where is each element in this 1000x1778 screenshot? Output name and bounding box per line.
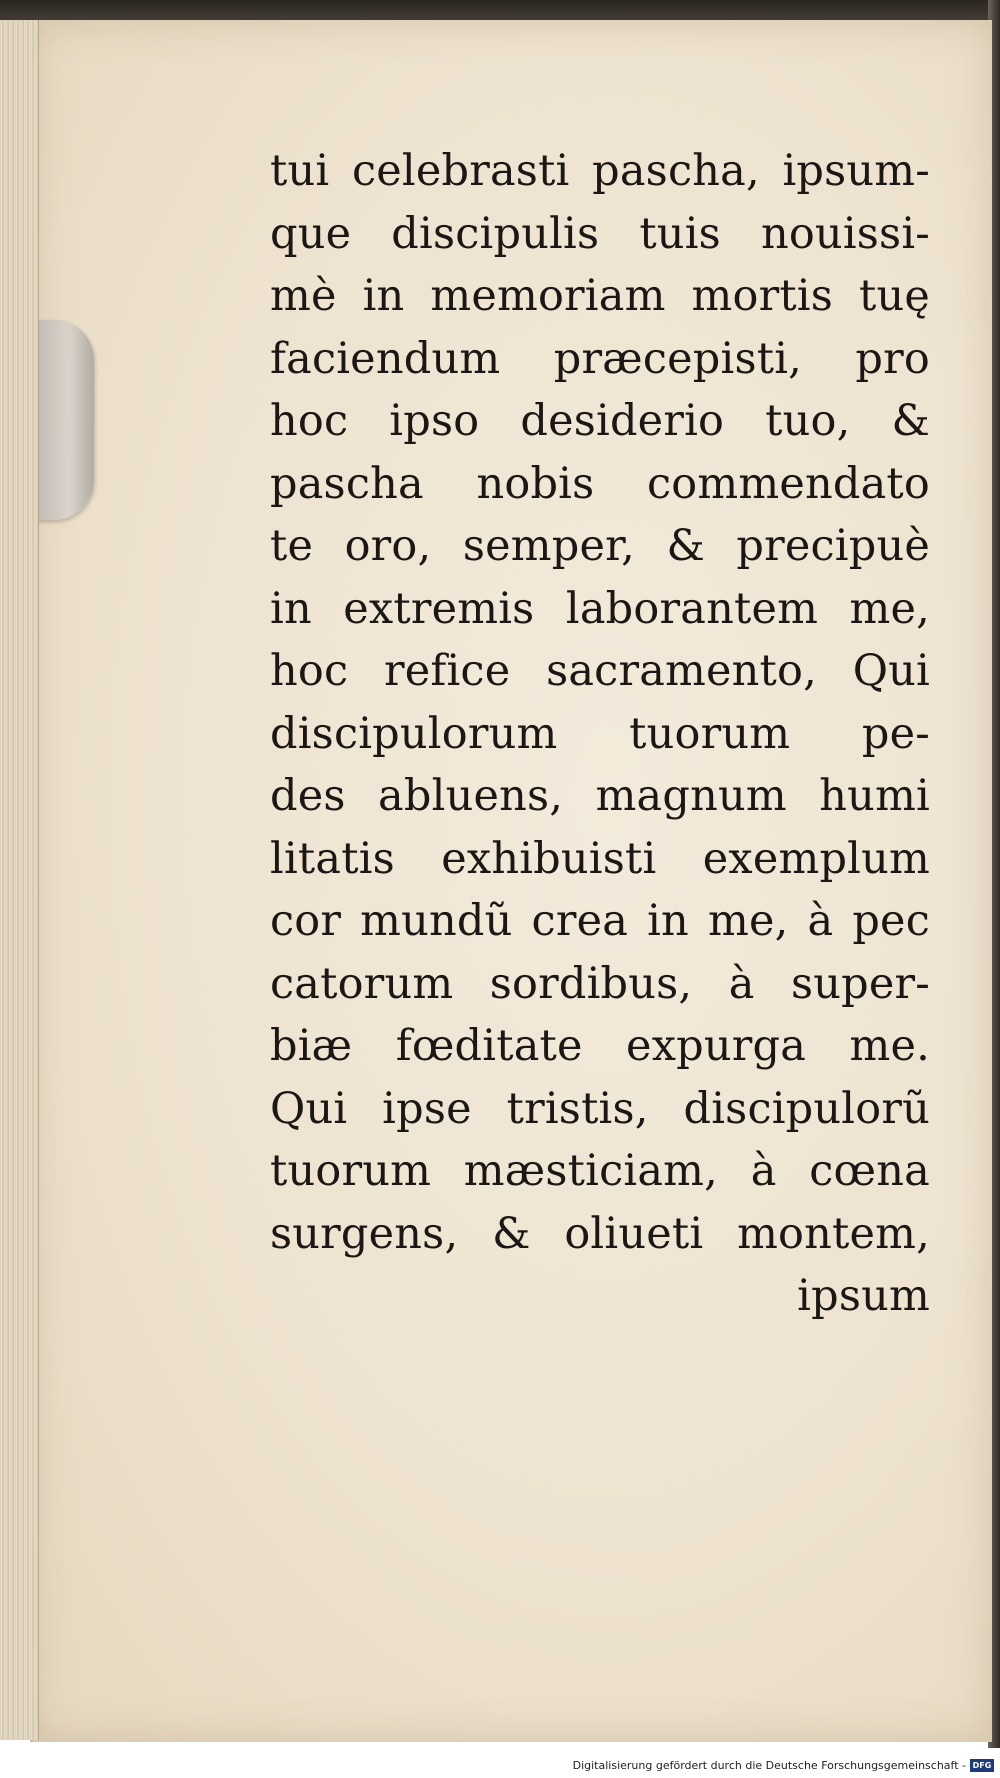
text-line: cor mundũ crea in me, à pec	[270, 896, 930, 946]
text-line: in extremis laborantem me,	[270, 583, 930, 634]
text-line: discipulorum tuorum pe-	[270, 708, 930, 759]
text-line: te oro, semper, & precipuè	[270, 521, 930, 571]
text-line: tuorum mæsticiam, à cœna	[270, 1146, 930, 1196]
digitization-credit: Digitalisierung gefördert durch die Deutsche Forschungsgemeinschaft -	[572, 1759, 966, 1772]
text-line: des abluens, magnum humi	[270, 771, 930, 821]
dfg-logo: DFG	[970, 1759, 994, 1772]
text-line: catorum sordibus, à super-	[270, 958, 930, 1009]
footer-bar	[0, 1748, 1000, 1778]
text-line: faciendum præcepisti, pro	[270, 333, 930, 384]
text-line: surgens, & oliueti montem,	[270, 1208, 930, 1259]
text-line: hoc ipso desiderio tuo, &	[270, 396, 930, 446]
text-line: mè in memoriam mortis tuę	[270, 271, 930, 321]
text-line: tui celebrasti pascha, ipsum-	[270, 146, 930, 196]
page-clip	[32, 320, 94, 520]
text-line: hoc refice sacramento, Qui	[270, 646, 930, 696]
text-line: que discipulis tuis nouissi-	[270, 208, 930, 259]
text-line: pascha nobis commendato	[270, 458, 930, 509]
catchword: ipsum	[797, 1271, 930, 1321]
text-line: litatis exhibuisti exemplum	[270, 833, 930, 884]
page-edges	[0, 20, 39, 1740]
printed-text-block	[270, 140, 930, 1328]
text-line: Qui ipse tristis, discipulorũ	[270, 1083, 930, 1134]
text-line: biæ fœditate expurga me.	[270, 1021, 930, 1071]
